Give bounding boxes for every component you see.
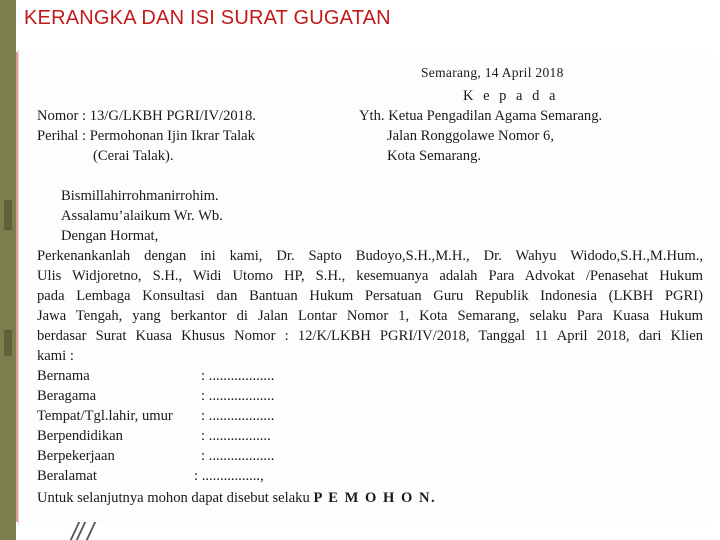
field-label: Bernama: [37, 368, 90, 384]
recipient-line: Kota Semarang.: [387, 148, 482, 164]
recipient-line: Yth. Ketua Pengadilan Agama Semarang.: [359, 108, 603, 124]
body-line: berdasar Surat Kuasa Khusus Nomor : 12/K/LKBH PGRI/IV/2018, Tanggal 11 April 2018, dari Klien: [37, 328, 703, 344]
accent-notch: [4, 330, 12, 356]
field-label: Beragama: [37, 388, 97, 404]
letter-nomor: Nomor : 13/G/LKBH PGRI/IV/2018.: [37, 108, 256, 124]
closing-text: Untuk selanjutnya mohon dapat disebut selaku: [37, 490, 310, 506]
pemohon-role: P E M O H O N.: [313, 490, 437, 506]
field-value: : ................,: [194, 468, 264, 484]
slide-title: KERANGKA DAN ISI SURAT GUGATAN: [24, 7, 391, 29]
letter-perihal: Perihal : Permohonan Ijin Ikrar Talak: [37, 128, 255, 144]
field-value: : ..................: [201, 388, 275, 404]
field-label: Beralamat: [37, 468, 97, 484]
greeting-line: Bismillahirrohmanirrohim.: [61, 188, 219, 204]
field-label: Berpekerjaan: [37, 448, 115, 464]
field-value: : ..................: [201, 368, 275, 384]
field-value: : ..................: [201, 408, 275, 424]
greeting-line: Dengan Hormat,: [61, 228, 159, 244]
letter-document: [18, 50, 713, 525]
letter-date: Semarang, 14 April 2018: [421, 65, 564, 80]
field-label: Tempat/Tgl.lahir, umur: [37, 408, 173, 424]
letter-perihal-continuation: (Cerai Talak).: [93, 148, 174, 164]
slide-left-accent-bar: [0, 0, 16, 540]
field-label: Berpendidikan: [37, 428, 123, 444]
greeting-line: Assalamu’alaikum Wr. Wb.: [61, 208, 223, 224]
letter-kepada: K e p a d a: [463, 88, 559, 104]
decorative-stripes: [70, 522, 110, 540]
body-line: Jawa Tengah, yang berkantor di Jalan Lontar Nomor 1, Kota Semarang, selaku Para Kuasa Hukum: [37, 308, 703, 324]
recipient-line: Jalan Ronggolawe Nomor 6,: [387, 128, 554, 144]
field-value: : .................: [201, 428, 271, 444]
accent-notch: [4, 200, 12, 230]
field-value: : ..................: [201, 448, 275, 464]
closing-line: [37, 490, 436, 507]
body-line: Ulis Widjoretno, S.H., Widi Utomo HP, S.H., kesemuanya adalah Para Advokat /Penasehat Hukum: [37, 268, 703, 284]
body-line: pada Lembaga Konsultasi dan Bantuan Hukum Persatuan Guru Republik Indonesia (LKBH PGRI): [37, 288, 703, 304]
body-line: Perkenankanlah dengan ini kami, Dr. Sapto Budoyo,S.H.,M.H., Dr. Wahyu Widodo,S.H.,M.Hum.,: [37, 248, 703, 264]
body-line: kami :: [37, 348, 74, 364]
